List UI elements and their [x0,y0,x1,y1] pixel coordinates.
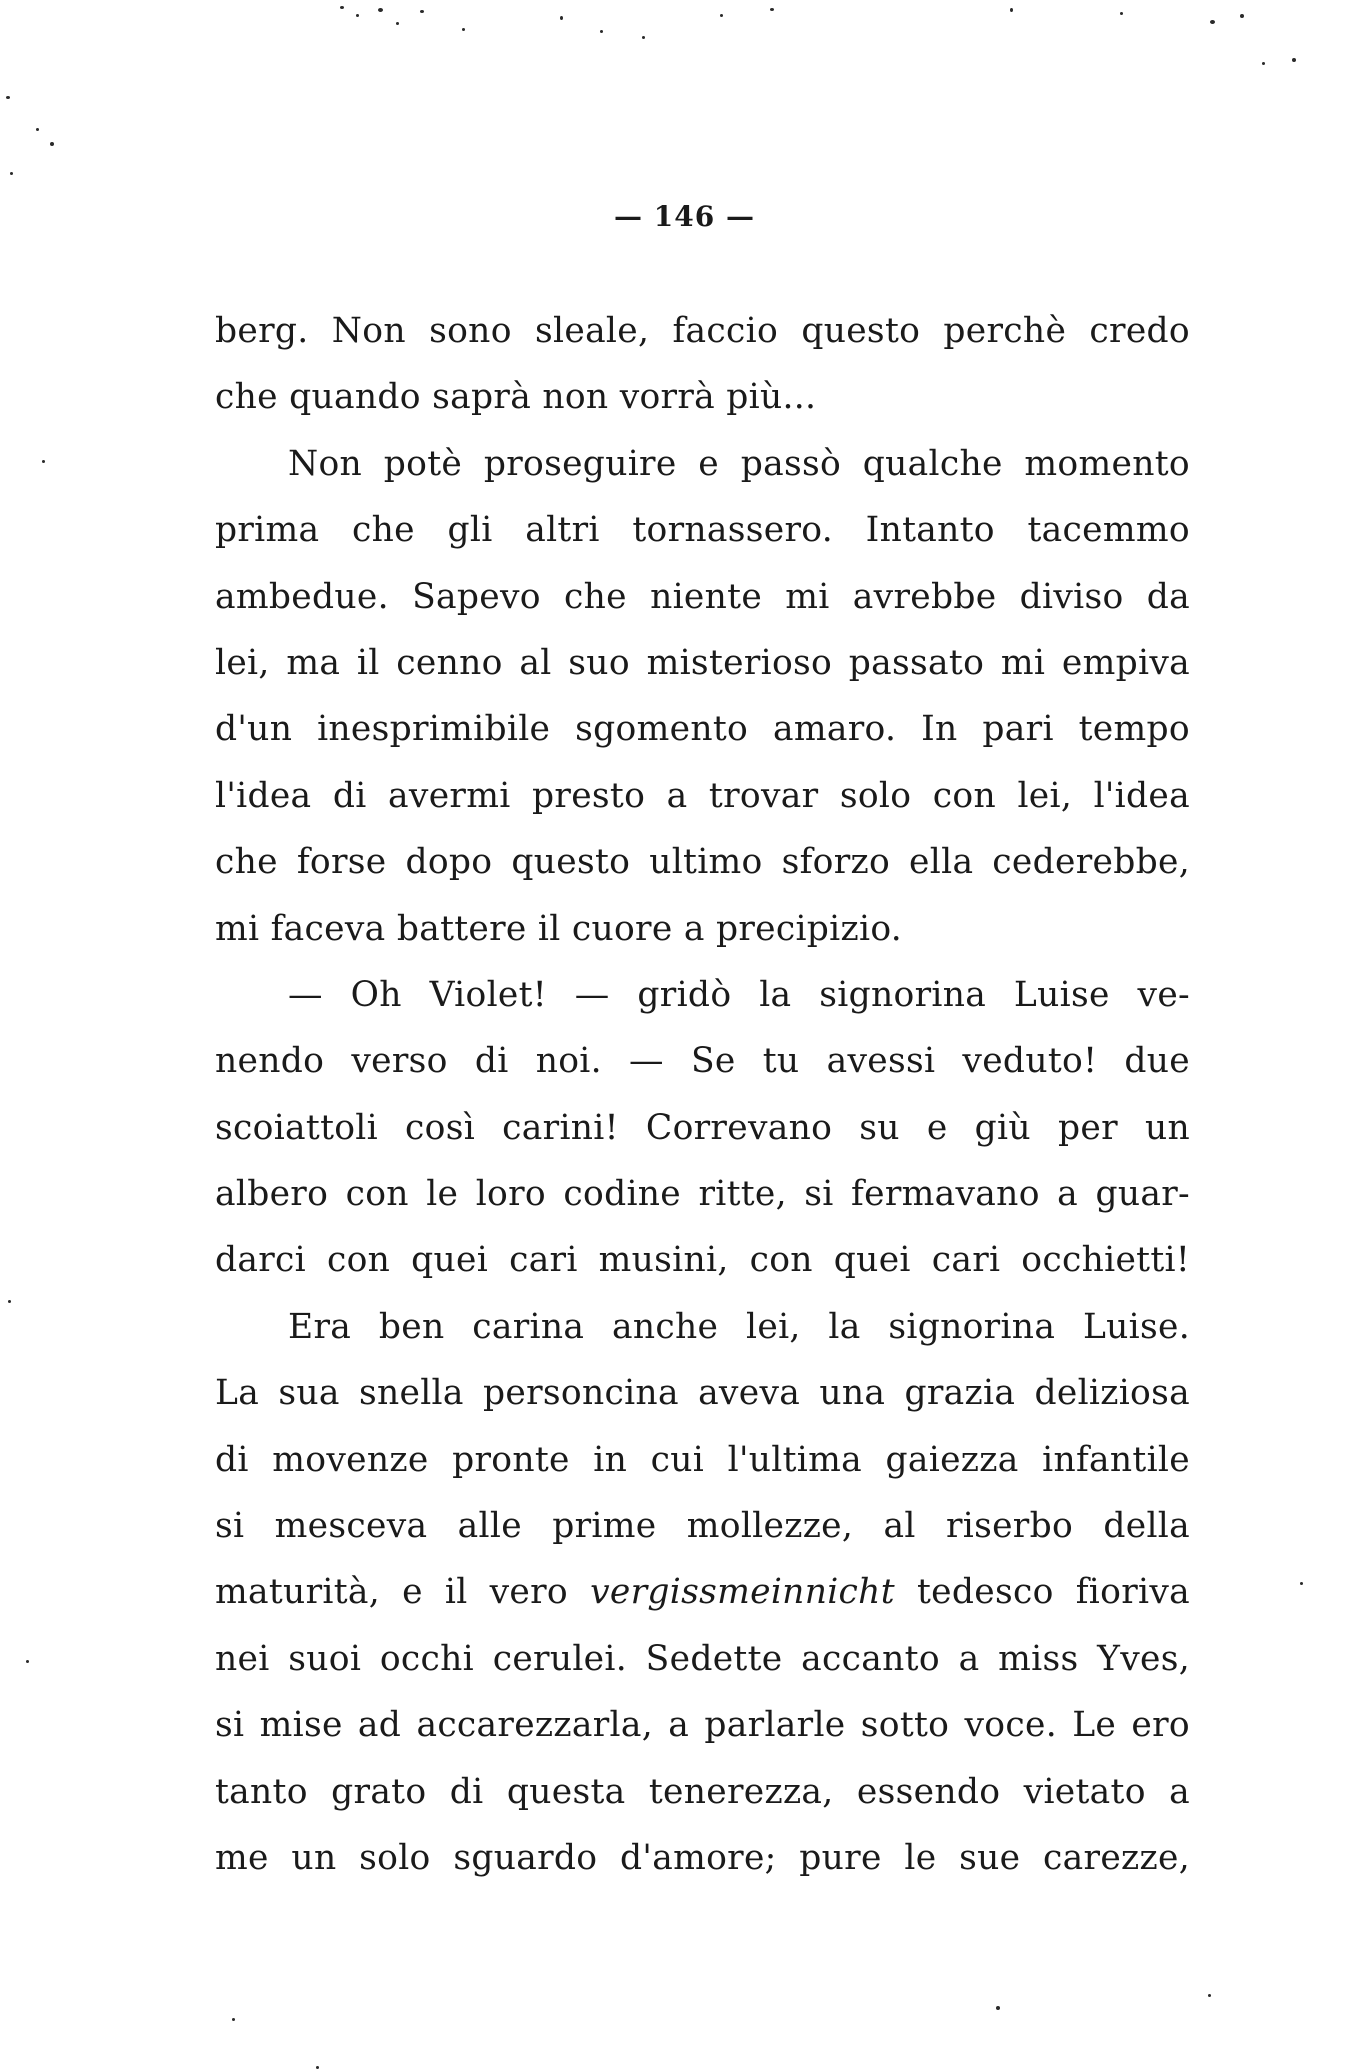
scan-speck [560,16,563,20]
text-line-mixed [215,1559,1190,1625]
text-line: d'un inesprimibile sgomento amaro. In pari tempo [215,709,1190,750]
scan-speck [600,30,603,33]
scan-speck [378,8,383,12]
text-span: tedesco fioriva [894,1572,1190,1613]
scan-speck [642,36,645,39]
text-line: che forse dopo questo ultimo sforzo ella cederebbe, [215,842,1190,883]
scan-speck [1240,14,1244,18]
text-line: nendo verso di noi. — Se tu avessi veduto! due [215,1041,1190,1082]
scan-speck [1300,1582,1303,1585]
text-line: si mise ad accarezzarla, a parlarle sotto voce. Le ero [215,1705,1190,1746]
scan-speck [420,10,424,13]
scan-speck [462,28,465,31]
text-line: prima che gli altri tornassero. Intanto tacemmo [215,510,1190,551]
page-number: — 146 — [614,200,755,233]
text-line: La sua snella personcina aveva una grazia deliziosa [215,1373,1190,1414]
text-span: maturità, e il vero [215,1572,591,1613]
scan-speck [1210,20,1215,24]
scan-speck [1120,12,1123,15]
scan-speck [340,6,344,9]
text-line: — Oh Violet! — gridò la signorina Luise ve- [288,974,1190,1015]
scan-speck [232,2018,235,2021]
text-line: berg. Non sono sleale, faccio questo perchè credo [215,311,1190,351]
scan-speck [720,14,723,17]
scan-speck [770,8,774,11]
scan-speck [1010,8,1013,12]
text-line: Era ben carina anche lei, la signorina Luise. [288,1306,1190,1347]
scan-speck [316,2066,319,2069]
scan-speck [6,96,10,99]
text-line: ambedue. Sapevo che niente mi avrebbe diviso da [215,576,1190,617]
body-text [215,298,1190,1891]
text-line: che quando saprà non vorrà più... [215,377,817,418]
text-line: lei, ma il cenno al suo misterioso passato mi empiva [215,642,1190,683]
text-line: mi faceva battere il cuore a precipizio. [215,908,903,949]
text-line: nei suoi occhi cerulei. Sedette accanto a miss Yves, [215,1638,1190,1679]
text-line: tanto grato di questa tenerezza, essendo vietato a [215,1771,1190,1812]
scan-speck [42,460,45,463]
scan-speck [10,172,13,175]
scan-speck [996,2006,1000,2010]
italic-word: vergissmeinnicht [590,1572,895,1613]
text-line: l'idea di avermi presto a trovar solo con lei, l'idea [215,775,1190,816]
text-line: si mesceva alle prime mollezze, al riserbo della [215,1506,1190,1547]
scan-speck [396,22,399,25]
scan-speck [1262,62,1265,65]
scan-speck [26,1660,29,1663]
scan-speck [356,14,359,17]
text-line: di movenze pronte in cui l'ultima gaiezza infantile [215,1439,1190,1480]
scan-speck [1208,1994,1211,1997]
scan-speck [1292,58,1296,62]
text-line: darci con quei cari musini, con quei cari occhietti! [215,1240,1190,1281]
scan-speck [36,128,39,131]
text-line: me un solo sguardo d'amore; pure le sue carezze, [215,1837,1190,1878]
scan-speck [8,1300,11,1303]
scan-speck [50,142,54,146]
text-line: scoiattoli così carini! Correvano su e giù per un [215,1107,1190,1148]
text-line: albero con le loro codine ritte, si fermavano a guar- [215,1174,1190,1215]
text-line: Non potè proseguire e passò qualche momento [288,443,1190,484]
